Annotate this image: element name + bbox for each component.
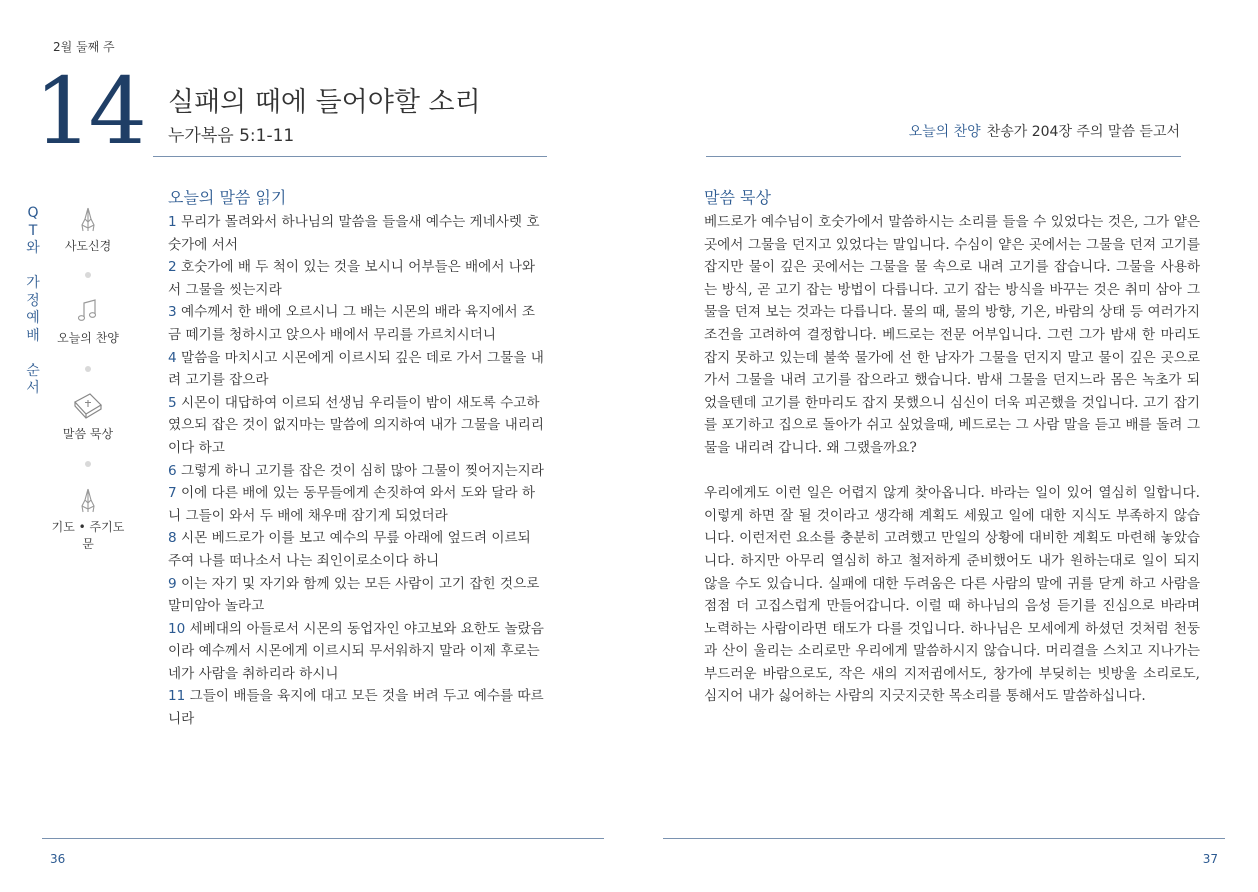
page-title: 실패의 때에 들어야할 소리	[168, 87, 481, 118]
verse-number: 6	[168, 462, 177, 479]
verse	[168, 347, 548, 392]
verse-text: 이에 다른 배에 있는 동무들에게 손짓하여 와서 도와 달라 하니 그들이 와서 두 배에 채우매 잠기게 되었더라	[168, 485, 536, 524]
verse-text: 호숫가에 배 두 척이 있는 것을 보시니 어부들은 배에서 나와서 그물을 씻는지라	[168, 259, 536, 298]
scripture-passage: 누가복음 5:1-11	[168, 126, 295, 146]
verse	[168, 301, 548, 346]
hymn-label: 오늘의 찬양	[908, 124, 981, 140]
verse-text: 무리가 몰려와서 하나님의 말씀을 들을새 예수는 게네사렛 호숫가에 서서	[168, 214, 540, 253]
verse-text: 그들이 배들을 육지에 대고 모든 것을 버려 두고 예수를 따르니라	[168, 688, 544, 728]
page-number-right: 37	[1202, 852, 1218, 866]
verse-text: 시몬 베드로가 이를 보고 예수의 무릎 아래에 엎드려 이르되 주여 나를 떠나소서 나는 죄인이로소이다 하니	[168, 530, 531, 569]
sidebar-dot	[85, 461, 91, 467]
verse	[168, 618, 548, 686]
verse-number: 11	[168, 688, 186, 705]
sidebar-dot	[85, 272, 91, 278]
verse	[168, 211, 548, 256]
meditation-paragraph: 우리에게도 이런 일은 어렵지 않게 찾아옵니다. 바라는 일이 있어 열심히 일합니다. 이렇게 하면 잘 될 것이라고 생각해 계획도 세웠고 일에 대한 지식도 부족하지 않습니다. 이런저런 요소를 충분히 고려했고 만일의 상황에 대비한 계획도 마련해 놓았습니다. 하지만 아무리 열심히 하고 철저하게 준비했어도 내가 원하는대로 일이 되지 않을 수도 있습니다. 실패에 대한 두려움은 다른 사람의 말에 귀를 닫게 하고 사람을 점점 더 고집스럽게 만들어갑니다. 이럴 때 하나님의 음성 듣기를 진심으로 바라며 노력하는 사람이라면 태도가 다를 것입니다. 하나님은 모세에게 하셨던 것처럼 천둥과 산이 울리는 소리로만 우리에게 말씀하시지 않습니다. 머리결을 스치고 지나가는 부드러운 바람으로도, 작은 새의 지저귐에서도, 창가에 부딪히는 빗방울 소리로도, 심지어 내가 싫어하는 사람의 지긋지긋한 목소리를 통해서도 말씀하십니다.	[704, 485, 1200, 705]
verse	[168, 685, 548, 730]
verse	[168, 460, 548, 483]
praying-hands-icon	[74, 486, 102, 514]
verse-text: 예수께서 한 배에 오르시니 그 배는 시몬의 배라 육지에서 조금 떼기를 청하시고 앉으사 배에서 무리를 가르치시더니	[168, 304, 536, 343]
header-divider-right	[706, 156, 1181, 157]
verse	[168, 482, 548, 527]
verse-text: 말씀을 마치시고 시몬에게 이르시되 깊은 데로 가서 그물을 내려 고기를 잡으라	[168, 349, 544, 389]
verse-text: 그렇게 하니 고기를 잡은 것이 심히 많아 그물이 찢어지는지라	[180, 462, 544, 479]
praying-hands-icon	[74, 205, 102, 233]
verse-number: 7	[168, 485, 177, 502]
verse-number: 10	[168, 620, 186, 637]
hymn-text: 찬송가 204장 주의 말씀 듣고서	[986, 124, 1180, 140]
reading-heading: 오늘의 말씀 읽기	[168, 188, 287, 207]
sidebar-item-prayer	[48, 486, 128, 552]
verse-text: 시몬이 대답하여 이르되 선생님 우리들이 밤이 새도록 수고하였으되 잡은 것이 없지마는 말씀에 의지하여 내가 그물을 내리리이다 하고	[168, 394, 544, 456]
music-note-icon	[74, 297, 102, 325]
verse	[168, 392, 548, 460]
meditation-body	[704, 211, 1200, 731]
footer-divider-right	[663, 838, 1225, 839]
verse-number: 8	[168, 530, 177, 547]
page-number-left: 36	[50, 852, 66, 866]
verse-text: 세베대의 아들로서 시몬의 동업자인 야고보와 요한도 놀랐음이라 예수께서 시몬에게 이르시되 무서워하지 말라 이제 후로는 네가 사람을 취하리라 하시니	[168, 620, 544, 682]
footer-divider-left	[42, 838, 604, 839]
verse-number: 5	[168, 394, 177, 411]
meditation-heading: 말씀 묵상	[704, 188, 771, 207]
sidebar-item-label: 기도 • 주기도문	[51, 520, 125, 551]
verse	[168, 527, 548, 572]
verse-number: 9	[168, 575, 177, 592]
vertical-title: Q T 와 가 정 예 배 순 서	[26, 205, 40, 396]
verse	[168, 256, 548, 301]
verse-number: 2	[168, 259, 177, 276]
header-divider-left	[153, 156, 547, 157]
verse	[168, 573, 548, 618]
verse-number: 4	[168, 349, 177, 366]
todays-hymn	[909, 121, 1180, 141]
sidebar-item-meditation	[48, 391, 128, 442]
sidebar-dot	[85, 366, 91, 372]
day-number: 14	[34, 58, 144, 165]
sidebar-item-label: 말씀 묵상	[62, 427, 114, 441]
sidebar-item-label: 사도신경	[64, 239, 112, 253]
meditation-paragraph: 베드로가 예수님이 호숫가에서 말씀하시는 소리를 들을 수 있었다는 것은, 그가 얕은 곳에서 그물을 던지고 있었다는 말입니다. 수심이 얕은 곳에서는 그물을 던져 고기를 잡지만 물이 깊은 곳에서는 그물을 물 속으로 내려 고기를 잡습니다. 그물을 사용하는 방식, 곧 고기 잡는 방법이 다릅니다. 고기 잡는 방식을 바꾸는 것은 취미 삼아 그물을 던져 보는 것과는 다릅니다. 물의 때, 물의 방향, 기온, 바람의 상태 등 여러가지 조건을 고려하여 결정합니다. 베드로는 전문 어부입니다. 그런 그가 밤새 한 마리도 잡지 못하고 있는데 불쑥 물가에 선 한 남자가 그물을 던지지 말고 물이 깊은 곳으로 가서 그물을 내려 고기를 잡으라고 했습니다. 밤새 그물을 던지느라 몸은 녹초가 되었을텐데 고기를 한마리도 잡지 못했으니 심신이 더욱 피곤했을 것입니다. 고기 잡기를 포기하고 집으로 돌아가 쉬고 싶었을때, 베드로는 그 사람 말을 듣고 배를 돌려 그물을 내리려 갑니다. 왜 그랬을까요?	[704, 214, 1200, 456]
verse-number: 1	[168, 214, 177, 230]
sidebar-item-hymn	[48, 297, 128, 346]
verse-list	[168, 211, 548, 731]
verse-number: 3	[168, 304, 177, 321]
week-label: 2월 둘째 주	[53, 40, 115, 54]
sidebar-item-label: 오늘의 찬양	[57, 331, 119, 345]
verse-text: 이는 자기 및 자기와 함께 있는 모든 사람이 고기 잡힌 것으로 말미암아 놀라고	[168, 575, 540, 615]
sidebar-item-creed	[48, 205, 128, 254]
bible-icon	[72, 391, 104, 421]
